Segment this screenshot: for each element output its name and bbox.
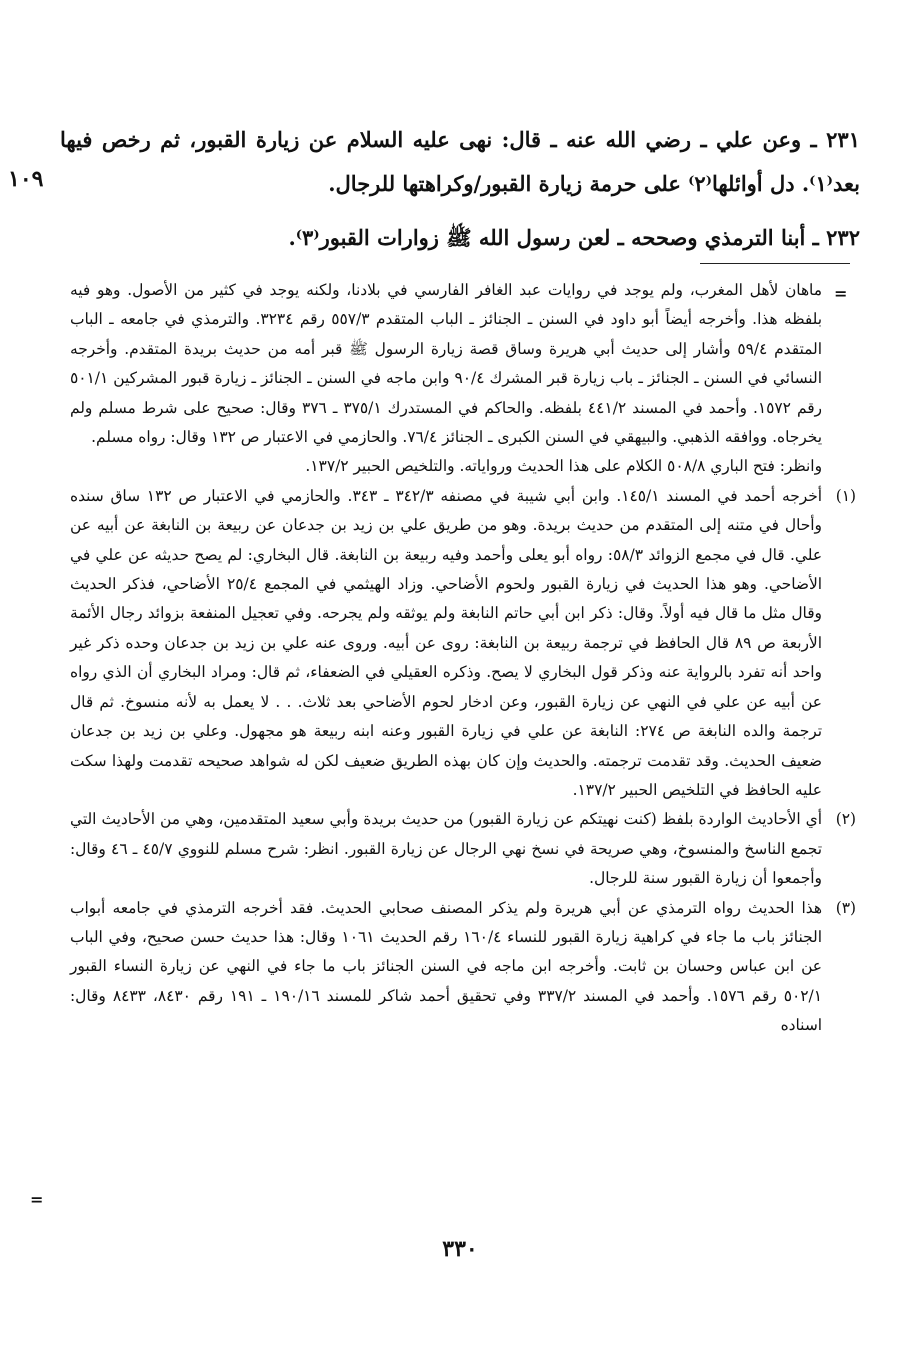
footnote-3-text: هذا الحديث رواه الترمذي عن أبي هريرة ولم يذكر المصنف صحابي الحديث. فقد أخرجه الترمذي في جامعه أبواب الجنائز باب ما جاء في كراهية زيارة القبور للنساء ١٦٠/٤ رقم الحديث ١٠٦١ وقال: هذا حديث حسن صحيح، وفي الباب عن ابن عباس وحسان بن ثابت. وأخرجه ابن ماجه في السنن الجنائز باب ما جاء في النهي عن زيارة النساء القبور ٥٠٢/١ رقم ١٥٧٦. وأحمد في المسند ٣٣٧/٢ وفي تحقيق أحمد شاكر للمسند ١٩٠/١٦ ـ ١٩١ رقم ٨٤٣٠، ٨٤٣٣ وقال: اسناده	[70, 898, 822, 1035]
footnote-2-text: أي الأحاديث الواردة بلفظ (كنت نهيتكم عن زيارة القبور) من حديث بريدة وأبي سعيد المتقدمين، وهي من الأحاديث التي تجمع الناسخ والمنسوخ، وهي صريحة في نسخ نهي الرجال عن زيارة القبور. انظر: شرح مسلم للنووي ٤٥/٧ ـ ٤٦ وقال: وأجمعوا أن زيارة القبور سنة للرجال.	[70, 810, 822, 888]
continuation-end-mark: =	[30, 1190, 44, 1209]
hadith-232: ٢٣٢ ـ أبنا الترمذي وصححه ـ لعن رسول الله ﷺ زوارات القبور⁽٣⁾.	[288, 225, 860, 250]
page-number: ٣٣٠	[442, 1236, 478, 1262]
footnote-continued: ماهان لأهل المغرب، ولم يوجد في روايات عبد الغافر الفارسي في بلادنا، ولكنه يوجد في كثير من الأصول. وهو فيه بلفظه هذا. وأخرجه أيضاً أبو داود في السنن ـ الجنائز ـ الباب المتقدم ٥٥٧/٣ رقم ٣٢٣٤. والترمذي في جامعه ـ الباب المتقدم ٥٩/٤ وأشار إلى حديث أبي هريرة وساق قصة زيارة الرسول ﷺ قبر أمه من حديث بريدة المتقدم. وأخرجه النسائي في السنن ـ الجنائز ـ باب زيارة قبر المشرك ٩٠/٤ وابن ماجه في السنن ـ الجنائز ـ زيارة قبور المشركين ٥٠١/١ رقم ١٥٧٢. وأحمد في المسند ٤٤١/٢ بلفظه. والحاكم في المستدرك ٣٧٥/١ ـ ٣٧٦ وقال: صحيح على شرط مسلم ولم يخرجاه. ووافقه الذهبي. والبيهقي في السنن الكبرى ـ الجنائز ٧٦/٤. والحازمي في الاعتبار ص ١٣٢ وقال: رواه مسلم.	[70, 281, 823, 447]
footnote-divider	[700, 263, 850, 264]
footnote-2	[70, 805, 856, 893]
footnote-1-text: أخرجه أحمد في المسند ١٤٥/١. وابن أبي شيبة في مصنفه ٣٤٢/٣ ـ ٣٤٣. والحازمي في الاعتبار ص ١٣٢ ساق سنده وأحال في متنه إلى المتقدم من حديث بريدة. وهو من طريق علي بن زيد بن جدعان عن ربيعة بن النابغة عن أبيه عن علي. قال في مجمع الزوائد ٥٨/٣: رواه أبو يعلى وأحمد وفيه ربيعة بن النابغة. قال البخاري: لم يصح حديثه عن علي في الأضاحي. وهو هذا الحديث في زيارة القبور ولحوم الأضاحي. وزاد الهيثمي في المجمع ٢٥/٤ الأضاحي، فذكر الحديث وقال مثل ما قال فيه أولاً. وقال: ذكر ابن أبي حاتم النابغة ولم يوثقه ولم يجرحه. وفي تعجيل المنفعة بزوائد رجال الأئمة الأربعة ص ٨٩ قال الحافظ في ترجمة ربيعة بن النابغة: روى عن أبيه. وروى عنه علي بن زيد بن جدعان وحده ذكر غير واحد أنه تفرد بالرواية عنه وذكر قول البخاري لا يصح. وذكره العقيلي في الضعفاء، ثم قال: ومراد البخاري أن الذي رواه عن أبيه عن علي في النهي عن زيارة القبور، وعن ادخار لحوم الأضاحي بعد ثلاث. . . لا يعمل به لأنه منسوخ. ثم قال ترجمة والده النابغة ص ٢٧٤: النابغة عن علي في زيارة القبور وعنه ابنه ربيعة هو مجهول. وعلي بن زيد بن جدعان ضعيف الحديث. وقد تقدمت ترجمته. والحديث وإن كان بهذه الطريق ضعيف لكن له شواهد صحيحه تقدمت ولهذا سكت عليه الحافظ في التلخيص الحبير ١٣٧/٢.	[70, 486, 823, 799]
footnote-3	[70, 894, 856, 1041]
hadith-text	[60, 118, 860, 270]
margin-number: ١٠٩	[8, 166, 44, 192]
continuation-mark: =	[834, 284, 848, 303]
footnotes	[70, 276, 856, 1041]
footnote-continued-2: وانظر: فتح الباري ٥٠٨/٨ الكلام على هذا الحديث ورواياته. والتلخيص الحبير ١٣٧/٢.	[305, 457, 822, 476]
hadith-231: ٢٣١ ـ وعن علي ـ رضي الله عنه ـ قال: نهى عليه السلام عن زيارة القبور، ثم رخص فيها بعد⁽١⁾. دل أوائلها⁽٢⁾ على حرمة زيارة القبور/وكراهتها للرجال.	[60, 127, 860, 196]
footnote-2-number: (٢)	[835, 810, 856, 829]
footnote-3-number: (٣)	[835, 898, 856, 917]
footnote-1-number: (١)	[835, 486, 856, 505]
footnote-1	[70, 482, 856, 805]
